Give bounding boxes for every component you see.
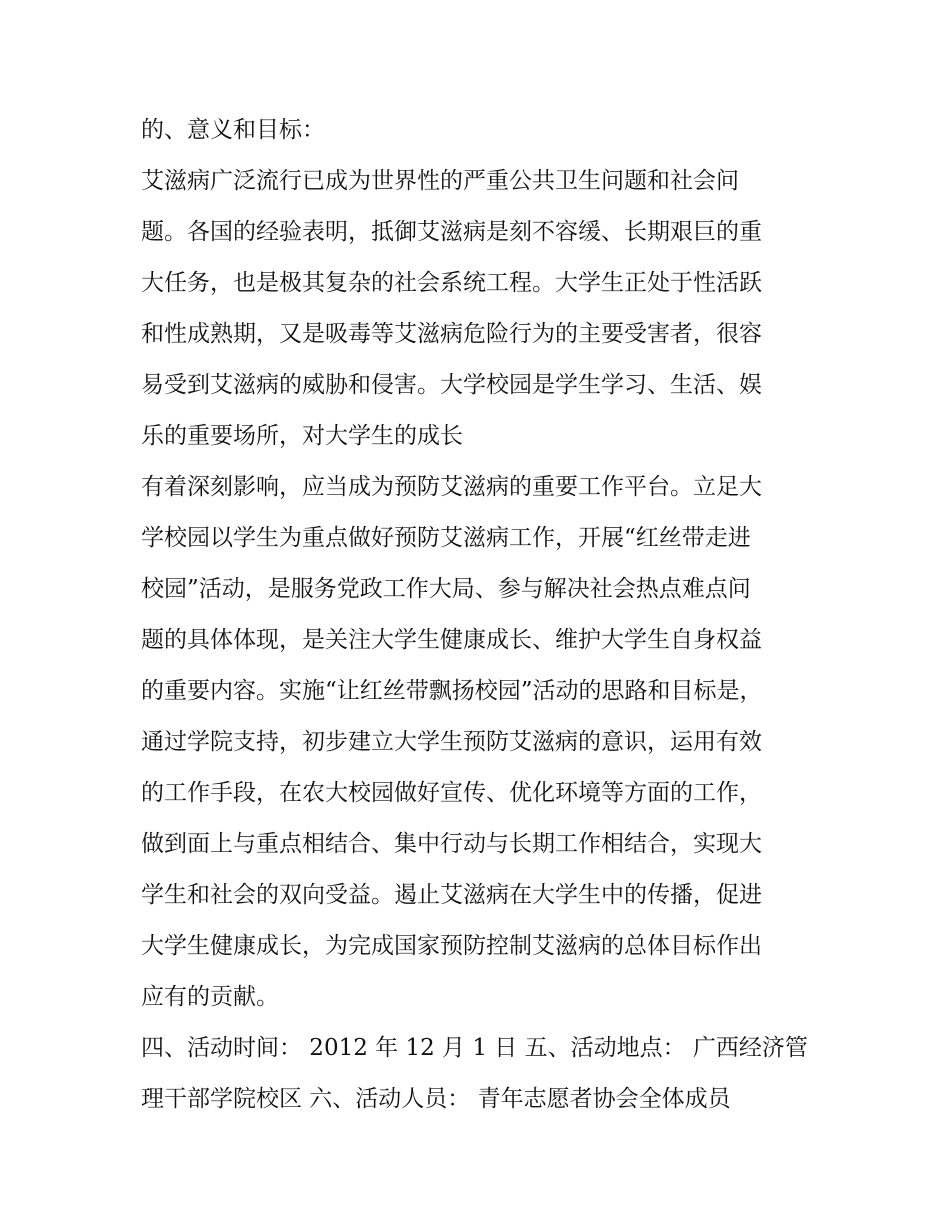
text-line: 的工作手段，在农大校园做好宣传、优化环境等方面的工作， xyxy=(141,780,762,806)
text-line: 四、活动时间： 2012 年 12 月 1 日 五、活动地点： 广西经济管 xyxy=(141,1035,808,1061)
text-line: 题。各国的经验表明，抵御艾滋病是刻不容缓、长期艰巨的重 xyxy=(141,219,762,245)
text-line: 做到面上与重点相结合、集中行动与长期工作相结合，实现大 xyxy=(141,831,762,857)
text-line: 理干部学院校区 六、活动人员： 青年志愿者协会全体成员 xyxy=(141,1086,731,1112)
body-text xyxy=(141,105,821,1125)
text-line: 的重要内容。实施“让红丝带飘扬校园”活动的思路和目标是， xyxy=(141,678,763,704)
text-line: 和性成熟期，又是吸毒等艾滋病危险行为的主要受害者，很容 xyxy=(141,321,762,347)
text-line: 学生和社会的双向受益。遏止艾滋病在大学生中的传播，促进 xyxy=(141,882,762,908)
text-line: 的、意义和目标： xyxy=(141,117,325,143)
text-line: 通过学院支持，初步建立大学生预防艾滋病的意识，运用有效 xyxy=(141,729,762,755)
text-line: 艾滋病广泛流行已成为世界性的严重公共卫生问题和社会问 xyxy=(141,168,739,194)
text-line: 大任务，也是极其复杂的社会系统工程。大学生正处于性活跃 xyxy=(141,270,762,296)
text-line: 题的具体体现，是关注大学生健康成长、维护大学生自身权益 xyxy=(141,627,762,653)
text-line: 学校园以学生为重点做好预防艾滋病工作，开展“红丝带走进 xyxy=(141,525,751,551)
text-line: 应有的贡献。 xyxy=(141,984,279,1010)
text-line: 乐的重要场所，对大学生的成长 xyxy=(141,423,463,449)
text-line: 大学生健康成长，为完成国家预防控制艾滋病的总体目标作出 xyxy=(141,933,762,959)
text-line: 易受到艾滋病的威胁和侵害。大学校园是学生学习、生活、娱 xyxy=(141,372,762,398)
text-line: 有着深刻影响，应当成为预防艾滋病的重要工作平台。立足大 xyxy=(141,474,762,500)
text-line: 校园”活动，是服务党政工作大局、参与解决社会热点难点问 xyxy=(141,576,751,602)
